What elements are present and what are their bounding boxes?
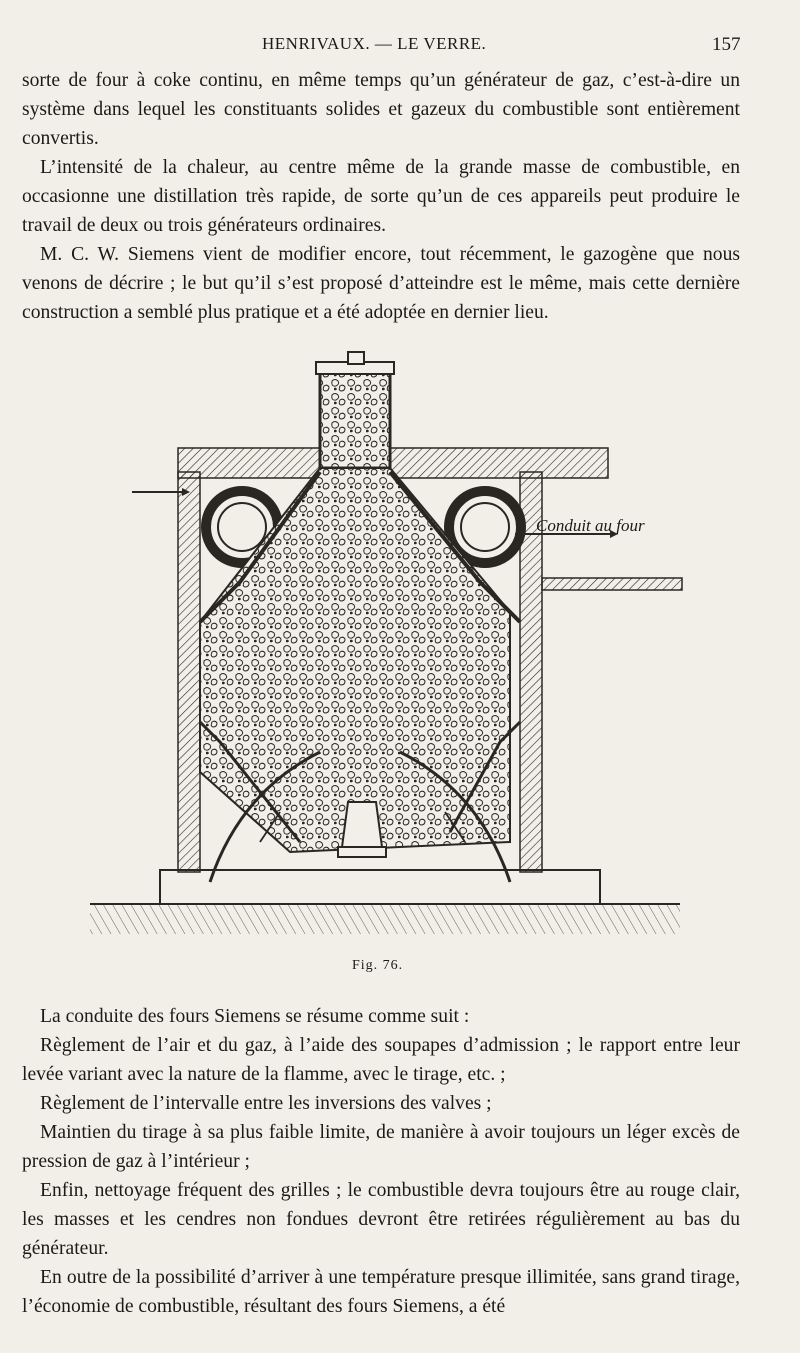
paragraph: Règlement de l’air et du gaz, à l’aide des soupapes d’admission ; le rapport entre leur levée variant avec la nature de la flamme, avec le tirage, etc. ;	[22, 1035, 740, 1085]
paragraph: Maintien du tirage à sa plus faible limite, de manière à avoir toujours un léger excès de pression de gaz à l’intérieur ;	[22, 1122, 740, 1172]
paragraph: sorte de four à coke continu, en même temps qu’un générateur de gaz, c’est-à-dire un système dans lequel les constituants solides et gazeux du combustible sont entièrement convertis.	[22, 70, 740, 149]
paragraph: M. C. W. Siemens vient de modifier encore, tout récemment, le gazogène que nous venons de décrire ; le but qu’il s’est proposé d’atteindre est le même, mais cette dernière construction a semblé plus pratique et a été adoptée en dernier lieu.	[22, 244, 740, 323]
paragraph: Règlement de l’intervalle entre les inversions des valves ;	[40, 1093, 492, 1114]
figure-callout: Conduit au four	[536, 516, 645, 535]
paragraph: La conduite des fours Siemens se résume comme suit :	[40, 1006, 470, 1027]
figure-caption: Fig. 76.	[352, 958, 404, 973]
paragraph: En outre de la possibilité d’arriver à une température presque illimitée, sans grand tirage, l’économie de combustible, résultant des fours Siemens, a été	[22, 1267, 740, 1317]
running-title: HENRIVAUX. — LE VERRE.	[262, 34, 487, 53]
gas-producer-illustration	[90, 322, 690, 952]
paragraph: L’intensité de la chaleur, au centre même de la grande masse de combustible, en occasionne une distillation très rapide, de sorte qu’un de ces appareils peut produire le travail de deux ou trois générateurs ordinaires.	[22, 157, 740, 236]
body-text-bottom	[22, 1002, 740, 1321]
page-number: 157	[712, 34, 741, 55]
page-header	[0, 34, 800, 60]
paragraph: Enfin, nettoyage fréquent des grilles ; le combustible devra toujours être au rouge clair, les masses et les cendres non fondues devront être retirées régulièrement au bas du générateur.	[22, 1180, 740, 1259]
body-text-top	[22, 66, 740, 327]
